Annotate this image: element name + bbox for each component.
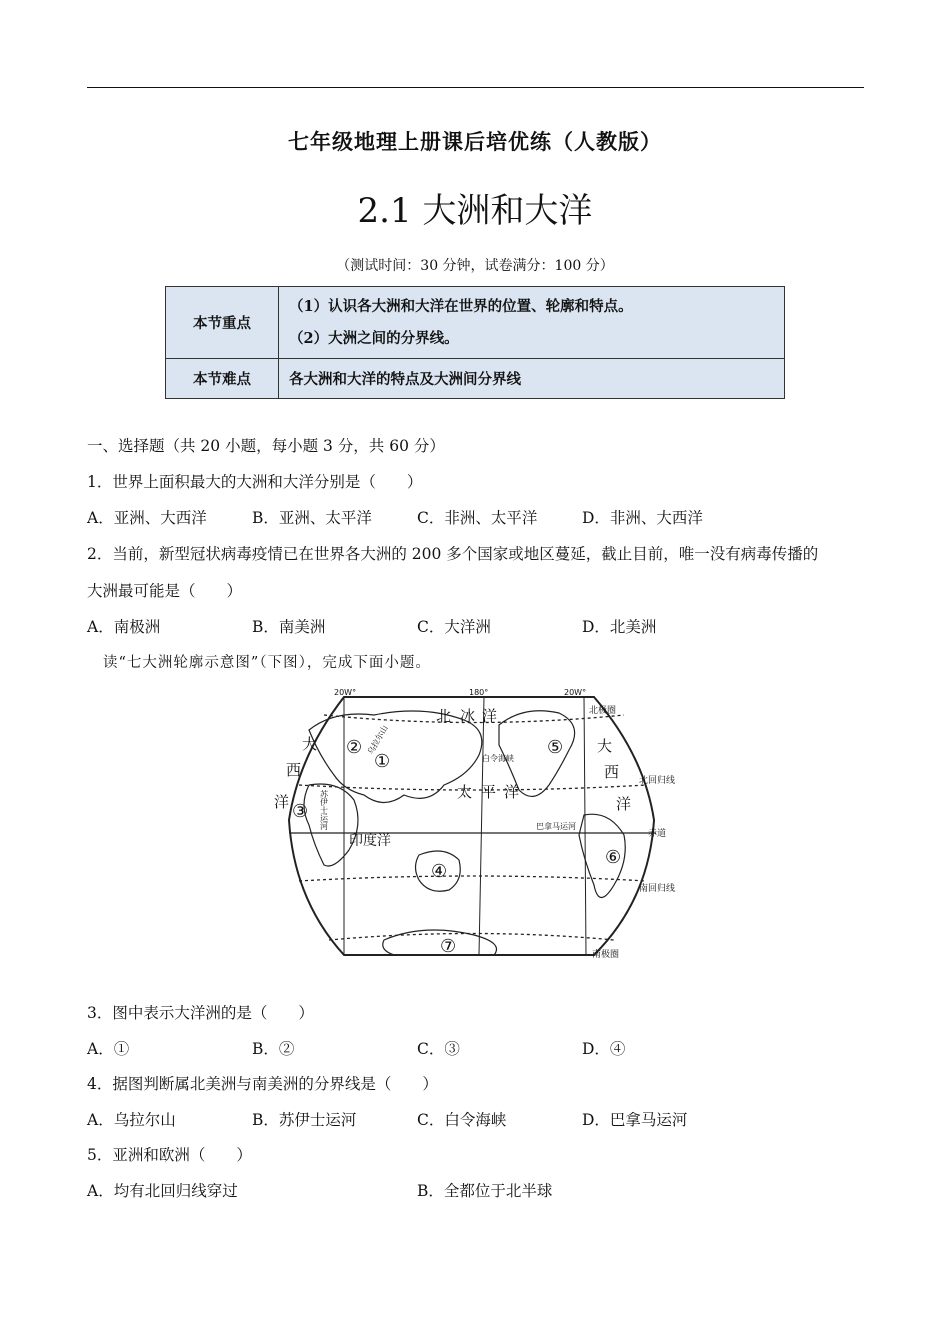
suez-canal-char-2: 伊 xyxy=(320,798,328,807)
antarctic-circle-label: 南极圈 xyxy=(592,950,620,960)
q5-option-b: B．全都位于北半球 xyxy=(417,1182,553,1200)
focus-label: 本节重点 xyxy=(166,287,279,359)
focus-row xyxy=(166,287,785,359)
atlantic-left-char-3: 洋 xyxy=(274,793,290,811)
continent-outline-map xyxy=(264,685,684,965)
suez-canal-char-4: 运 xyxy=(320,814,328,823)
atlantic-left-char-1: 大 xyxy=(302,735,318,753)
q2-option-d: D．北美洲 xyxy=(582,618,657,636)
lon-label-left: 20W° xyxy=(334,688,357,697)
q3-stem: 3．图中表示大洋洲的是（ ） xyxy=(87,1004,314,1022)
arctic-ocean-char-1: 北 xyxy=(436,707,452,725)
tropic-cancer-label: 北回归线 xyxy=(639,776,676,786)
test-info: （测试时间：30 分钟，试卷满分：100 分） xyxy=(336,258,614,274)
meridian-right xyxy=(584,697,586,955)
map-intro: 读“七大洲轮廓示意图”（下图），完成下面小题。 xyxy=(103,655,431,671)
difficulty-content: 各大洲和大洋的特点及大洲间分界线 xyxy=(279,359,785,399)
equator-label: 赤道 xyxy=(648,829,667,839)
q1-option-c: C．非洲、太平洋 xyxy=(417,509,538,527)
arctic-ocean-char-2: 冰 xyxy=(460,707,476,725)
q5-option-a: A．均有北回归线穿过 xyxy=(87,1182,238,1200)
atlantic-left-char-2: 西 xyxy=(286,761,302,779)
q2-stem-line1: 2．当前，新型冠状病毒疫情已在世界各大洲的 200 多个国家或地区蔓延，截止目前，唯一没有病毒传播的 xyxy=(87,545,819,563)
bering-strait-label: 白令海峡 xyxy=(482,754,514,763)
difficulty-row xyxy=(166,359,785,399)
q2-option-a: A．南极洲 xyxy=(87,618,161,636)
ural-mountains-label: 乌拉尔山 xyxy=(365,723,390,756)
section-heading: 一、选择题（共 20 小题，每小题 3 分，共 60 分） xyxy=(87,437,445,455)
q4-stem: 4．据图判断属北美洲与南美洲的分界线是（ ） xyxy=(87,1075,438,1093)
q2-stem-line2: 大洲最可能是（ ） xyxy=(87,582,243,600)
q5-stem: 5．亚洲和欧洲（ ） xyxy=(87,1146,252,1164)
atlantic-right-char-1: 大 xyxy=(597,737,613,755)
focus-item-2: （2）大洲之间的分界线。 xyxy=(289,329,459,347)
continent-number-3: ③ xyxy=(292,801,309,822)
q4-option-a: A．乌拉尔山 xyxy=(87,1111,176,1129)
key-points-table xyxy=(165,286,785,399)
book-title: 七年级地理上册课后培优练（人教版） xyxy=(288,129,662,154)
suez-canal-char-1: 苏 xyxy=(320,790,328,799)
suez-canal-char-5: 河 xyxy=(320,822,328,831)
continent-number-6: ⑥ xyxy=(605,847,622,868)
lesson-title: 2.1 大洲和大洋 xyxy=(357,191,593,231)
top-rule xyxy=(87,87,864,88)
q3-option-b: B．② xyxy=(252,1040,295,1058)
q4-option-c: C．白令海峡 xyxy=(417,1111,507,1129)
tropic-capricorn-label: 南回归线 xyxy=(639,884,676,894)
q3-option-a: A．① xyxy=(87,1040,130,1058)
q3-option-c: C．③ xyxy=(417,1040,460,1058)
q1-stem: 1．世界上面积最大的大洲和大洋分别是（ ） xyxy=(87,473,423,491)
arctic-ocean-char-3: 洋 xyxy=(482,707,498,725)
difficulty-label: 本节难点 xyxy=(166,359,279,399)
focus-content xyxy=(279,287,785,359)
pacific-char-2: 平 xyxy=(481,783,497,801)
pacific-char-1: 太 xyxy=(457,783,473,801)
atlantic-right-char-3: 洋 xyxy=(616,795,632,813)
q3-option-d: D．④ xyxy=(582,1040,626,1058)
q1-option-b: B．亚洲、太平洋 xyxy=(252,509,372,527)
q1-option-d: D．非洲、大西洋 xyxy=(582,509,703,527)
pacific-char-3: 洋 xyxy=(504,783,520,801)
tropic-cancer-line xyxy=(299,785,646,790)
map-svg xyxy=(264,685,684,965)
focus-item-1: （1）认识各大洲和大洋在世界的位置、轮廓和特点。 xyxy=(289,297,633,315)
lon-label-center: 180° xyxy=(469,688,489,697)
suez-canal-char-3: 士 xyxy=(320,806,328,815)
continent-number-5: ⑤ xyxy=(547,737,564,758)
continent-number-2: ② xyxy=(346,737,363,758)
q4-option-d: D．巴拿马运河 xyxy=(582,1111,688,1129)
continent-number-7: ⑦ xyxy=(440,936,457,957)
q1-option-a: A．亚洲、大西洋 xyxy=(87,509,207,527)
panama-canal-label: 巴拿马运河 xyxy=(536,822,576,831)
arctic-circle-label: 北极圈 xyxy=(589,706,617,716)
atlantic-right-char-2: 西 xyxy=(604,763,620,781)
continent-number-1: ① xyxy=(374,751,391,772)
lon-label-right: 20W° xyxy=(564,688,587,697)
tropic-capricorn-line xyxy=(299,876,646,881)
indian-ocean-label: 印度洋 xyxy=(349,833,391,849)
africa-outline xyxy=(304,784,358,866)
continent-number-4: ④ xyxy=(431,861,448,882)
q4-option-b: B．苏伊士运河 xyxy=(252,1111,357,1129)
q2-option-b: B．南美洲 xyxy=(252,618,326,636)
q2-option-c: C．大洋洲 xyxy=(417,618,491,636)
